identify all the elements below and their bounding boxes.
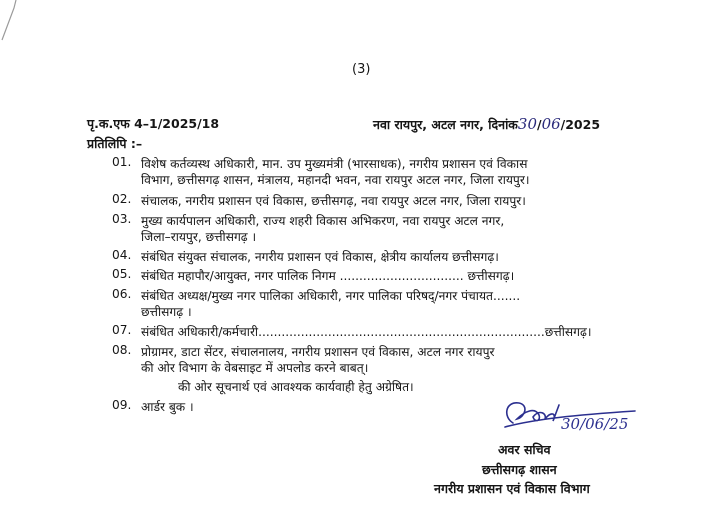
item-line: संबंधित संयुक्त संचालक, नगरीय प्रशासन एवं विकास, क्षेत्रीय कार्यालय छत्तीसगढ़। — [141, 250, 499, 264]
page-number: (3) — [352, 62, 371, 77]
copy-heading: प्रतिलिपि :– — [87, 136, 143, 151]
handwritten-signature — [495, 393, 655, 438]
item-number: 06. — [112, 287, 132, 301]
corner-scan-mark — [0, 0, 40, 60]
item-line: संबंधित महापौर/आयुक्त, नगर पालिक निगम ................................ छत्तीसगढ़। — [141, 269, 515, 283]
item-line: विभाग, छत्तीसगढ़ शासन, मंत्रालय, महानदी भवन, नवा रायपुर अटल नगर, जिला रायपुर। — [141, 173, 530, 187]
item-number: 03. — [112, 212, 132, 226]
item-line: संबंधित अधिकारी/कर्मचारी..........................................................................छत्तीसगढ़। — [141, 325, 592, 339]
signatory-government: छत्तीसगढ़ शासन — [482, 462, 557, 477]
item-line: संबंधित अध्यक्ष/मुख्य नगर पालिका अधिकारी, नगर पालिका परिषद्/नगर पंचायत....... — [141, 289, 521, 303]
item-line: आर्डर बुक । — [141, 400, 194, 414]
forward-note: की ओर सूचनार्थ एवं आवश्यक कार्यवाही हेतु अग्रेषित। — [178, 380, 414, 394]
item-number: 05. — [112, 267, 132, 281]
date-month-handwritten: 06 — [541, 115, 561, 133]
item-line: संचालक, नगरीय प्रशासन एवं विकास, छत्तीसगढ़, नवा रायपुर अटल नगर, जिला रायपुर। — [141, 194, 526, 208]
place-date-prefix: नवा रायपुर, अटल नगर, दिनांक — [373, 117, 518, 132]
signature-date: 30/06/25 — [561, 415, 629, 433]
reference-number: पृ.क.एफ 4–1/2025/18 — [87, 116, 220, 131]
item-number: 02. — [112, 192, 132, 206]
item-number: 09. — [112, 398, 132, 412]
item-number: 08. — [112, 343, 132, 357]
signatory-department: नगरीय प्रशासन एवं विकास विभाग — [434, 481, 590, 496]
item-line: प्रोग्रामर, डाटा सेंटर, संचालनालय, नगरीय प्रशासन एवं विकास, अटल नगर रायपुर — [141, 345, 495, 359]
date-day-handwritten: 30 — [517, 115, 537, 133]
item-number: 01. — [112, 155, 132, 169]
item-line: मुख्य कार्यपालन अधिकारी, राज्य शहरी विकास अभिकरण, नवा रायपुर अटल नगर, — [141, 214, 505, 228]
date-separator: / — [537, 117, 542, 132]
place-date — [373, 115, 600, 133]
item-number: 07. — [112, 323, 132, 337]
signatory-designation: अवर सचिव — [498, 442, 551, 457]
item-line: की ओर विभाग के वेबसाइट में अपलोड करने बाबत्। — [141, 361, 369, 375]
item-line: विशेष कर्तव्यस्थ अधिकारी, मान. उप मुख्यमंत्री (भारसाधक), नगरीय प्रशासन एवं विकास — [141, 157, 528, 171]
item-number: 04. — [112, 248, 132, 262]
item-line: जिला–रायपुर, छत्तीसगढ़ । — [141, 230, 257, 244]
item-line: छत्तीसगढ़ । — [141, 305, 192, 319]
date-year: /2025 — [560, 117, 601, 132]
